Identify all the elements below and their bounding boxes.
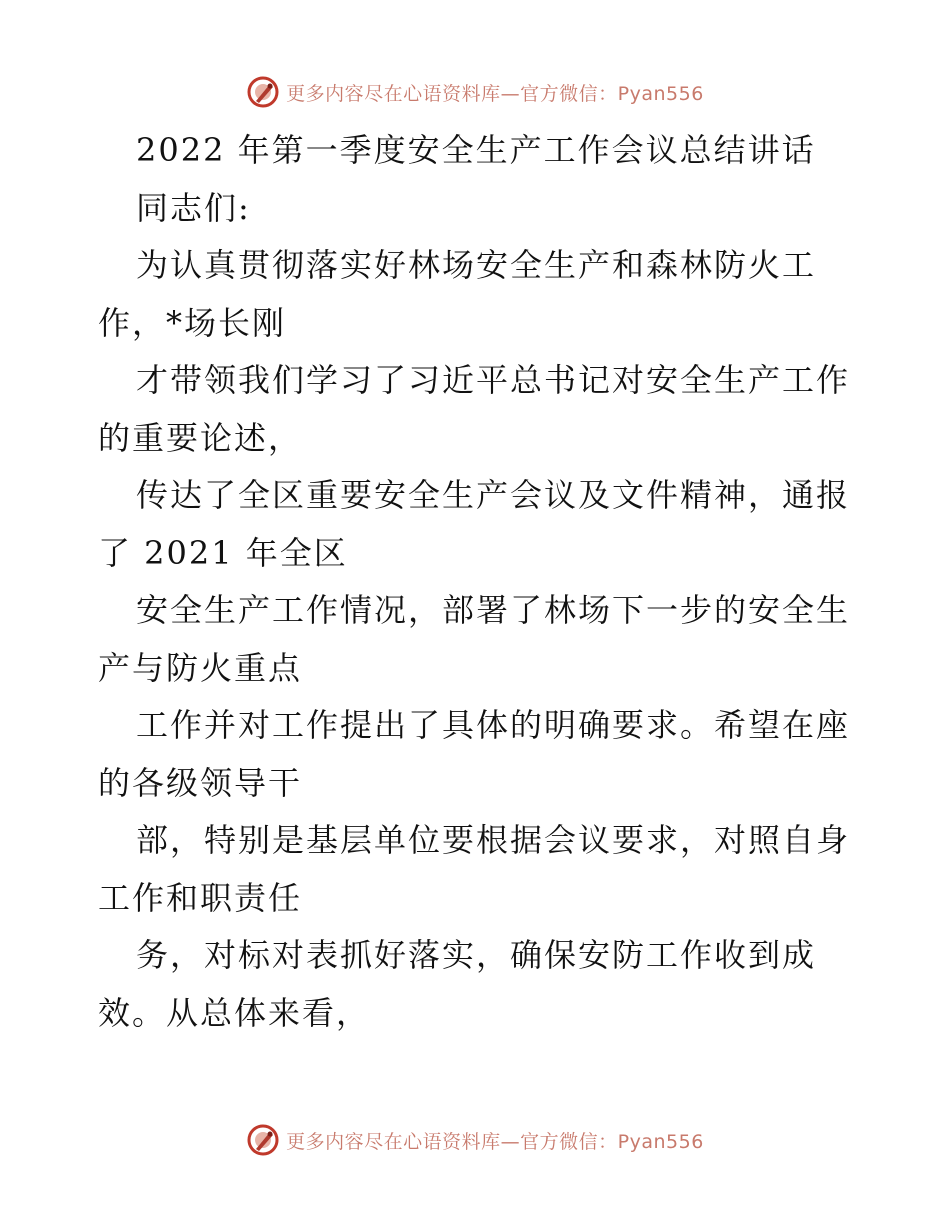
paragraph-line: 工作并对工作提出了具体的明确要求。希望在座 bbox=[136, 706, 851, 744]
watermark-text: 更多内容尽在心语资料库—官方微信：Pyan556 bbox=[286, 1130, 704, 1153]
pen-nib-circle-icon bbox=[246, 75, 280, 109]
paragraph-line: 了 2021 年全区 bbox=[98, 533, 348, 572]
paragraph-line: 传达了全区重要安全生产会议及文件精神，通报 bbox=[136, 476, 851, 514]
salutation: 同志们: bbox=[136, 188, 251, 227]
document-title: 2022 年第一季度安全生产工作会议总结讲话 bbox=[136, 131, 816, 169]
paragraph-line: 产与防火重点 bbox=[98, 648, 303, 687]
paragraph-line: 为认真贯彻落实好林场安全生产和森林防火工 bbox=[136, 246, 817, 284]
paragraph-line: 部，特别是基层单位要根据会议要求，对照自身 bbox=[136, 821, 851, 859]
watermark-header bbox=[0, 72, 950, 112]
paragraph-line: 的重要论述， bbox=[98, 418, 303, 457]
watermark-text: 更多内容尽在心语资料库—官方微信：Pyan556 bbox=[286, 82, 704, 105]
paragraph-line: 安全生产工作情况，部署了林场下一步的安全生 bbox=[136, 591, 851, 629]
paragraph-line: 才带领我们学习了习近平总书记对安全生产工作 bbox=[136, 361, 851, 399]
document-body bbox=[98, 122, 858, 1042]
pen-nib-circle-icon bbox=[246, 1123, 280, 1157]
paragraph-line: 务，对标对表抓好落实，确保安防工作收到成 bbox=[136, 936, 817, 974]
watermark-footer bbox=[0, 1120, 950, 1160]
paragraph-line: 的各级领导干 bbox=[98, 763, 303, 802]
paragraph-line: 效。从总体来看， bbox=[98, 993, 371, 1032]
paragraph-line: 作，*场长刚 bbox=[98, 303, 287, 342]
paragraph-line: 工作和职责任 bbox=[98, 878, 303, 917]
